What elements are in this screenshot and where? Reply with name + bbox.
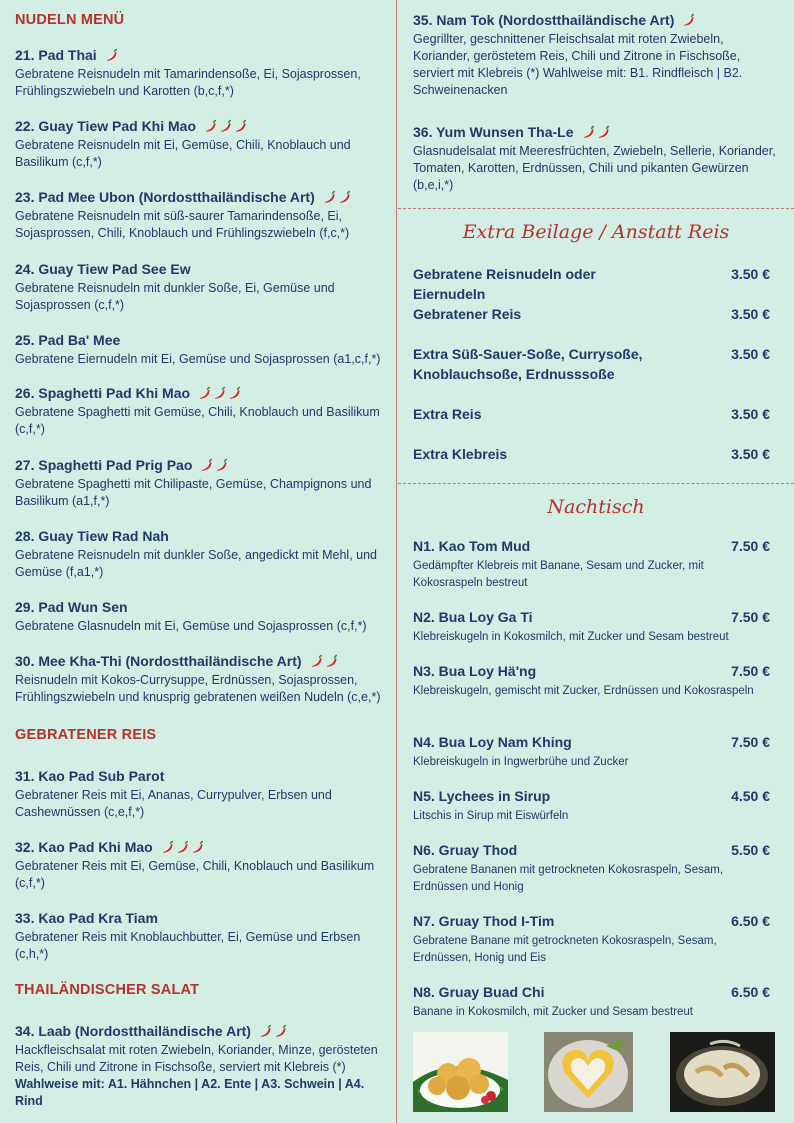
menu-item[interactable]: [15, 598, 390, 635]
sticky-rice-dessert-photo: [544, 1032, 633, 1112]
item-name: 36. Yum Wunsen Tha-Le: [413, 124, 574, 140]
item-description: Gebratene Spaghetti mit Gemüse, Chili, Knoblauch und Basilikum (c,f,*): [15, 405, 380, 436]
chili-icon: [212, 386, 226, 400]
dessert-item[interactable]: [413, 661, 770, 700]
extra-name: Extra Süß-Sauer-Soße, Currysoße, Knoblauchsoße, Erdnusssoße: [413, 346, 643, 382]
spice-level: [581, 125, 610, 139]
menu-item[interactable]: [15, 909, 390, 963]
item-name: 23. Pad Mee Ubon (Nordostthailändische Art): [15, 189, 315, 205]
item-name: 35. Nam Tok (Nordostthailändische Art): [413, 12, 675, 28]
item-name: 29. Pad Wun Sen: [15, 599, 128, 615]
dessert-description: Klebreiskugeln in Ingwerbrühe und Zucker: [413, 756, 629, 768]
dessert-name: N2. Bua Loy Ga Ti: [413, 609, 533, 625]
item-description: Gebratene Spaghetti mit Chilipaste, Gemüse, Champignons und Basilikum (a1,f,*): [15, 477, 372, 508]
item-description: Gegrillter, geschnittener Fleischsalat mit roten Zwiebeln, Koriander, geröstetem Reis, Chili und Zitrone in Fischsoße, serviert mit Klebreis (*) Wahlweise mit: B1. Rindfleisch | B2. Schweinenacken: [413, 32, 743, 97]
menu-item-34[interactable]: [15, 1022, 390, 1110]
dessert-price: 5.50 €: [731, 842, 770, 858]
item-description: Gebratene Reisnudeln mit dunkler Soße, Ei, Gemüse und Sojasprossen (c,f,*): [15, 281, 335, 312]
menu-item[interactable]: [15, 527, 390, 581]
dessert-name: N6. Gruay Thod: [413, 842, 518, 858]
dessert-item[interactable]: [413, 536, 770, 592]
chili-icon: [214, 458, 228, 472]
item-description: Hackfleischsalat mit roten Zwiebeln, Koriander, Minze, gerösteten Reis, Chili und Zitrone in Fischsoße, serviert mit Klebreis (*): [15, 1043, 378, 1074]
extra-price: 3.50 €: [731, 266, 770, 282]
extra-item[interactable]: [413, 264, 770, 304]
dessert-price: 4.50 €: [731, 788, 770, 804]
dessert-item[interactable]: [413, 732, 770, 771]
chili-icon: [273, 1024, 287, 1038]
spice-level: [160, 840, 204, 854]
section-title-extras: Extra Beilage / Anstatt Reis: [462, 221, 730, 243]
extra-name: Extra Klebreis: [413, 446, 508, 462]
item-description: Gebratener Reis mit Ei, Gemüse, Chili, Knoblauch und Basilikum (c,f,*): [15, 859, 375, 890]
dessert-price: 6.50 €: [731, 913, 770, 929]
dessert-name: N3. Bua Loy Hä'ng: [413, 663, 537, 679]
extra-item[interactable]: [413, 404, 770, 424]
extra-price: 3.50 €: [731, 306, 770, 322]
chili-icon: [160, 840, 174, 854]
fried-banana-photo: [413, 1032, 508, 1112]
item-description: Gebratene Reisnudeln mit dunkler Soße, angedickt mit Mehl, und Gemüse (f,a1,*): [15, 548, 377, 579]
menu-item[interactable]: [15, 260, 390, 314]
item-name: 22. Guay Tiew Pad Khi Mao: [15, 118, 197, 134]
extra-price: 3.50 €: [731, 446, 770, 462]
menu-item[interactable]: [15, 652, 390, 706]
chili-icon: [203, 119, 217, 133]
chili-icon: [258, 1024, 272, 1038]
item-name: 33. Kao Pad Kra Tiam: [15, 910, 158, 926]
dessert-description: Banane in Kokosmilch, mit Zucker und Sesam bestreut: [413, 1006, 693, 1018]
dessert-description: Gebratene Banane mit getrockneten Kokosraspeln, Sesam, Erdnüssen, Honig und Eis: [413, 935, 717, 964]
item-options: Wahlweise mit: A1. Hähnchen | A2. Ente | A3. Schwein | A4. Rind: [15, 1077, 365, 1108]
extra-item[interactable]: [413, 444, 770, 464]
chili-icon: [190, 840, 204, 854]
dessert-description: Gebratene Bananen mit getrockneten Kokosraspeln, Sesam, Erdnüssen und Honig: [413, 864, 724, 893]
extra-item[interactable]: [413, 304, 770, 324]
dessert-item[interactable]: [413, 607, 770, 646]
item-name: 30. Mee Kha-Thi (Nordostthailändische Art): [15, 653, 302, 669]
item-description: Glasnudelsalat mit Meeresfrüchten, Zwiebeln, Sellerie, Koriander, Tomaten, Karotten, Erdnüssen, Chili und pikanten Gewürzen (b,e,i,*): [413, 144, 776, 192]
section-title-noodles: NUDELN MENÜ: [15, 12, 125, 28]
menu-item[interactable]: [15, 838, 390, 892]
dessert-price: 7.50 €: [731, 734, 770, 750]
chili-icon: [581, 125, 595, 139]
dessert-name: N7. Gruay Thod I-Tim: [413, 913, 555, 929]
item-name: 25. Pad Ba' Mee: [15, 332, 121, 348]
item-name: 31. Kao Pad Sub Parot: [15, 768, 165, 784]
menu-item[interactable]: [15, 384, 390, 438]
section-title-salad: THAILÄNDISCHER SALAT: [15, 982, 200, 998]
dessert-item[interactable]: [413, 786, 770, 825]
spice-level: [309, 654, 338, 668]
chili-icon: [104, 48, 118, 62]
menu-item[interactable]: [15, 767, 390, 821]
coconut-soup-photo: [670, 1032, 775, 1112]
item-name: 27. Spaghetti Pad Prig Pao: [15, 457, 193, 473]
dessert-name: N8. Gruay Buad Chi: [413, 984, 545, 1000]
spice-level: [258, 1024, 287, 1038]
chili-icon: [596, 125, 610, 139]
menu-item[interactable]: [15, 188, 390, 242]
chili-icon: [218, 119, 232, 133]
extra-price: 3.50 €: [731, 346, 770, 362]
menu-item-35[interactable]: [413, 11, 780, 99]
dessert-price: 7.50 €: [731, 663, 770, 679]
section-divider: [398, 208, 794, 209]
menu-item-36[interactable]: [413, 123, 780, 194]
item-description: Gebratene Reisnudeln mit Tamarindensoße, Ei, Sojasprossen, Frühlingszwiebeln und Karotten (b,c,f,*): [15, 67, 361, 98]
chili-icon: [309, 654, 323, 668]
section-title-desserts: Nachtisch: [547, 496, 645, 518]
menu-item[interactable]: [15, 456, 390, 510]
spice-level: [104, 48, 118, 62]
extra-name: Extra Reis: [413, 406, 482, 422]
item-name: 32. Kao Pad Khi Mao: [15, 839, 153, 855]
menu-item[interactable]: [15, 117, 390, 171]
item-name: 24. Guay Tiew Pad See Ew: [15, 261, 191, 277]
chili-icon: [233, 119, 247, 133]
chili-icon: [337, 190, 351, 204]
item-description: Reisnudeln mit Kokos-Currysuppe, Erdnüssen, Sojasprossen, Frühlingszwiebeln und knusprig gebratenen weißen Nudeln (c,e,*): [15, 673, 381, 704]
extra-name: Gebratener Reis: [413, 306, 522, 322]
dessert-name: N5. Lychees in Sirup: [413, 788, 551, 804]
item-name: 21. Pad Thai: [15, 47, 97, 63]
chili-icon: [324, 654, 338, 668]
chili-icon: [199, 458, 213, 472]
dessert-name: N1. Kao Tom Mud: [413, 538, 531, 554]
dessert-description: Gedämpfter Klebreis mit Banane, Sesam und Zucker, mit Kokosraspeln bestreut: [413, 560, 704, 589]
right-column: [398, 0, 794, 1123]
dessert-item[interactable]: [413, 911, 770, 967]
chili-icon: [197, 386, 211, 400]
item-name: 28. Guay Tiew Rad Nah: [15, 528, 169, 544]
item-description: Gebratene Glasnudeln mit Ei, Gemüse und Sojasprossen (c,f,*): [15, 619, 367, 633]
spice-level: [322, 190, 351, 204]
extra-item[interactable]: [413, 344, 770, 384]
chili-icon: [681, 13, 695, 27]
spice-level: [681, 13, 695, 27]
item-description: Gebratene Reisnudeln mit Ei, Gemüse, Chili, Knoblauch und Basilikum (c,f,*): [15, 138, 351, 169]
spice-level: [197, 386, 241, 400]
dessert-item[interactable]: [413, 840, 770, 896]
section-divider: [398, 483, 794, 484]
extra-price: 3.50 €: [731, 406, 770, 422]
dessert-description: Klebreiskugeln, gemischt mit Zucker, Erdnüssen und Kokosraspeln: [413, 685, 754, 697]
item-description: Gebratene Reisnudeln mit süß-saurer Tamarindensoße, Ei, Sojasprossen, Chili, Knoblauch und Frühlingszwiebeln (f,c,*): [15, 209, 350, 240]
dessert-price: 7.50 €: [731, 538, 770, 554]
chili-icon: [322, 190, 336, 204]
spice-level: [199, 458, 228, 472]
dessert-name: N4. Bua Loy Nam Khing: [413, 734, 572, 750]
item-name: 34. Laab (Nordostthailändische Art): [15, 1023, 251, 1039]
extra-name: Gebratene Reisnudeln oder Eiernudeln: [413, 266, 596, 302]
item-description: Gebratener Reis mit Ei, Ananas, Currypulver, Erbsen und Cashewnüssen (c,e,f,*): [15, 788, 332, 819]
section-title-rice: GEBRATENER REIS: [15, 727, 157, 743]
dessert-price: 6.50 €: [731, 984, 770, 1000]
chili-icon: [227, 386, 241, 400]
menu-item[interactable]: [15, 331, 390, 368]
item-description: Gebratene Eiernudeln mit Ei, Gemüse und Sojasprossen (a1,c,f,*): [15, 352, 381, 366]
dessert-description: Klebreiskugeln in Kokosmilch, mit Zucker und Sesam bestreut: [413, 631, 729, 643]
item-description: Gebratener Reis mit Knoblauchbutter, Ei, Gemüse und Erbsen (c,h,*): [15, 930, 361, 961]
item-name: 26. Spaghetti Pad Khi Mao: [15, 385, 191, 401]
dessert-price: 7.50 €: [731, 609, 770, 625]
menu-item[interactable]: [15, 46, 390, 100]
spice-level: [203, 119, 247, 133]
dessert-description: Litschis in Sirup mit Eiswürfeln: [413, 810, 569, 822]
chili-icon: [175, 840, 189, 854]
dessert-item[interactable]: [413, 982, 770, 1021]
